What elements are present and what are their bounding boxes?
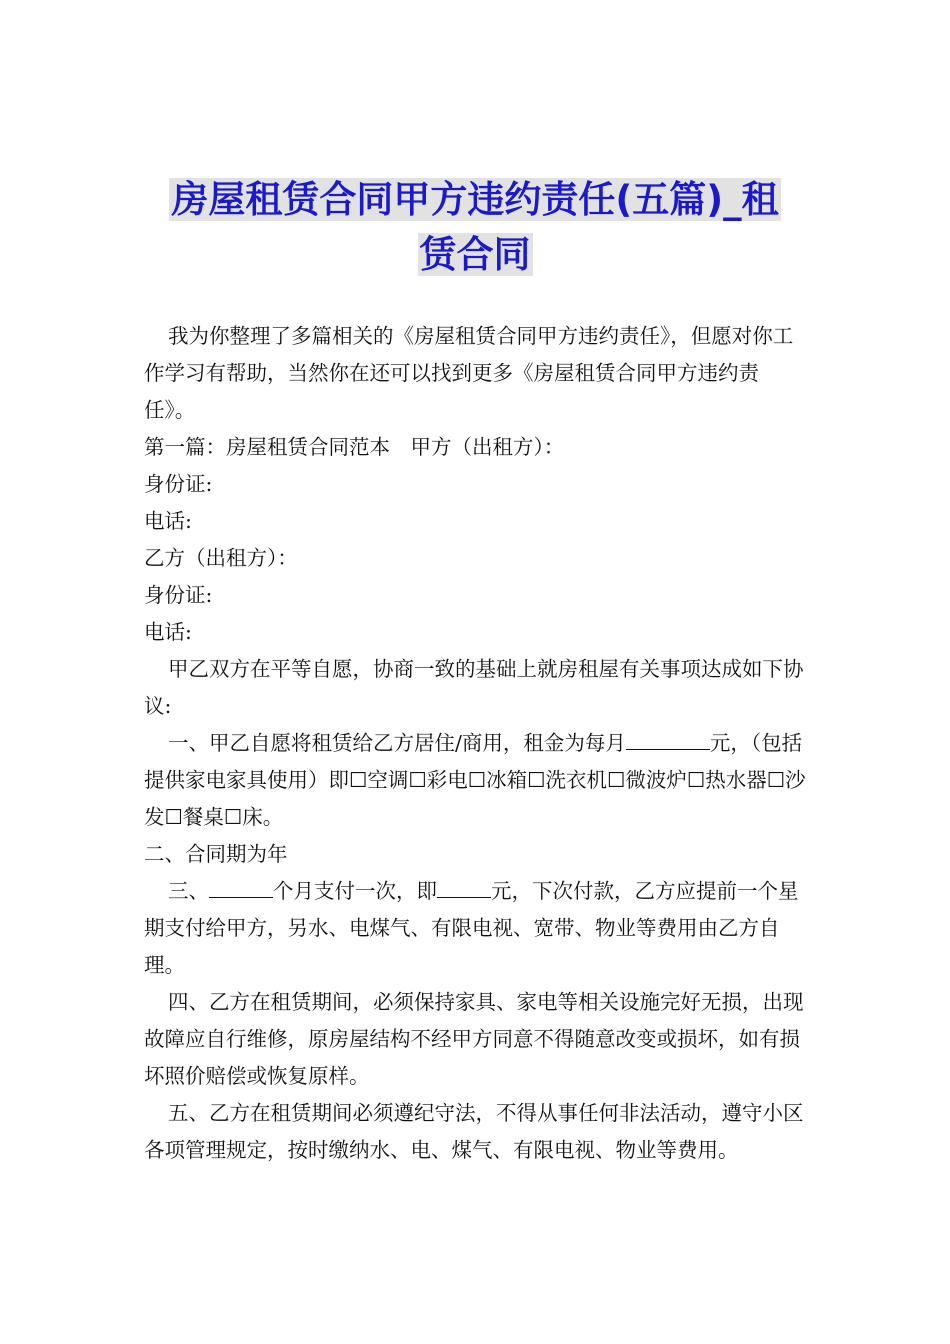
clause-3-text-a: 三、	[168, 879, 209, 903]
clause-3	[144, 873, 808, 984]
rent-amount-blank	[626, 729, 710, 750]
document-title	[120, 172, 830, 282]
document-body	[144, 318, 808, 1169]
party-b-label: 乙方（出租方）：	[144, 546, 298, 570]
title-line-1: 房屋租赁合同甲方违约责任(五篇)_租	[171, 178, 779, 221]
clause-1	[144, 725, 808, 836]
clause-3-text-c: 元，下次付款，乙方应提前一个星期支付给甲方，另水、电煤气、有限电视、宽带、物业等费用由乙方自理。	[144, 879, 799, 977]
party-a-id: 身份证:	[144, 472, 213, 496]
party-b-phone: 电话:	[144, 620, 192, 644]
intro-paragraph: 我为你整理了多篇相关的《房屋租赁合同甲方违约责任》，但愿对你工作学习有帮助，当然你在还可以找到更多《房屋租赁合同甲方违约责任》。	[144, 324, 794, 422]
clause-4: 四、乙方在租赁期间，必须保持家具、家电等相关设施完好无损，出现故障应自行维修，原房屋结构不经甲方同意不得随意改变或损坏，如有损坏照价赔偿或恢复原样。	[144, 990, 804, 1088]
clause-1-text-b: 元，（包括提供家电家具使用）即☐空调☐彩电☐冰箱☐洗衣机☐微波炉☐热水器☐沙发☐餐桌☐床。	[144, 731, 806, 829]
clause-1-text-a: 一、甲乙自愿将租赁给乙方居住/商用，租金为每月	[168, 731, 626, 755]
title-line-2: 赁合同	[419, 233, 531, 276]
payment-months-blank	[209, 877, 273, 898]
clause-2: 二、合同期为年	[144, 842, 288, 866]
party-a-phone: 电话:	[144, 509, 192, 533]
section-heading: 第一篇：房屋租赁合同范本 甲方（出租方）：	[144, 435, 565, 459]
clause-3-text-b: 个月支付一次，即	[273, 879, 437, 903]
clause-5: 五、乙方在租赁期间必须遵纪守法，不得从事任何非法活动，遵守小区各项管理规定，按时缴纳水、电、煤气、有限电视、物业等费用。	[144, 1101, 804, 1162]
payment-amount-blank	[437, 877, 491, 898]
agreement-intro: 甲乙双方在平等自愿，协商一致的基础上就房租屋有关事项达成如下协议:	[144, 657, 804, 718]
party-b-id: 身份证:	[144, 583, 213, 607]
